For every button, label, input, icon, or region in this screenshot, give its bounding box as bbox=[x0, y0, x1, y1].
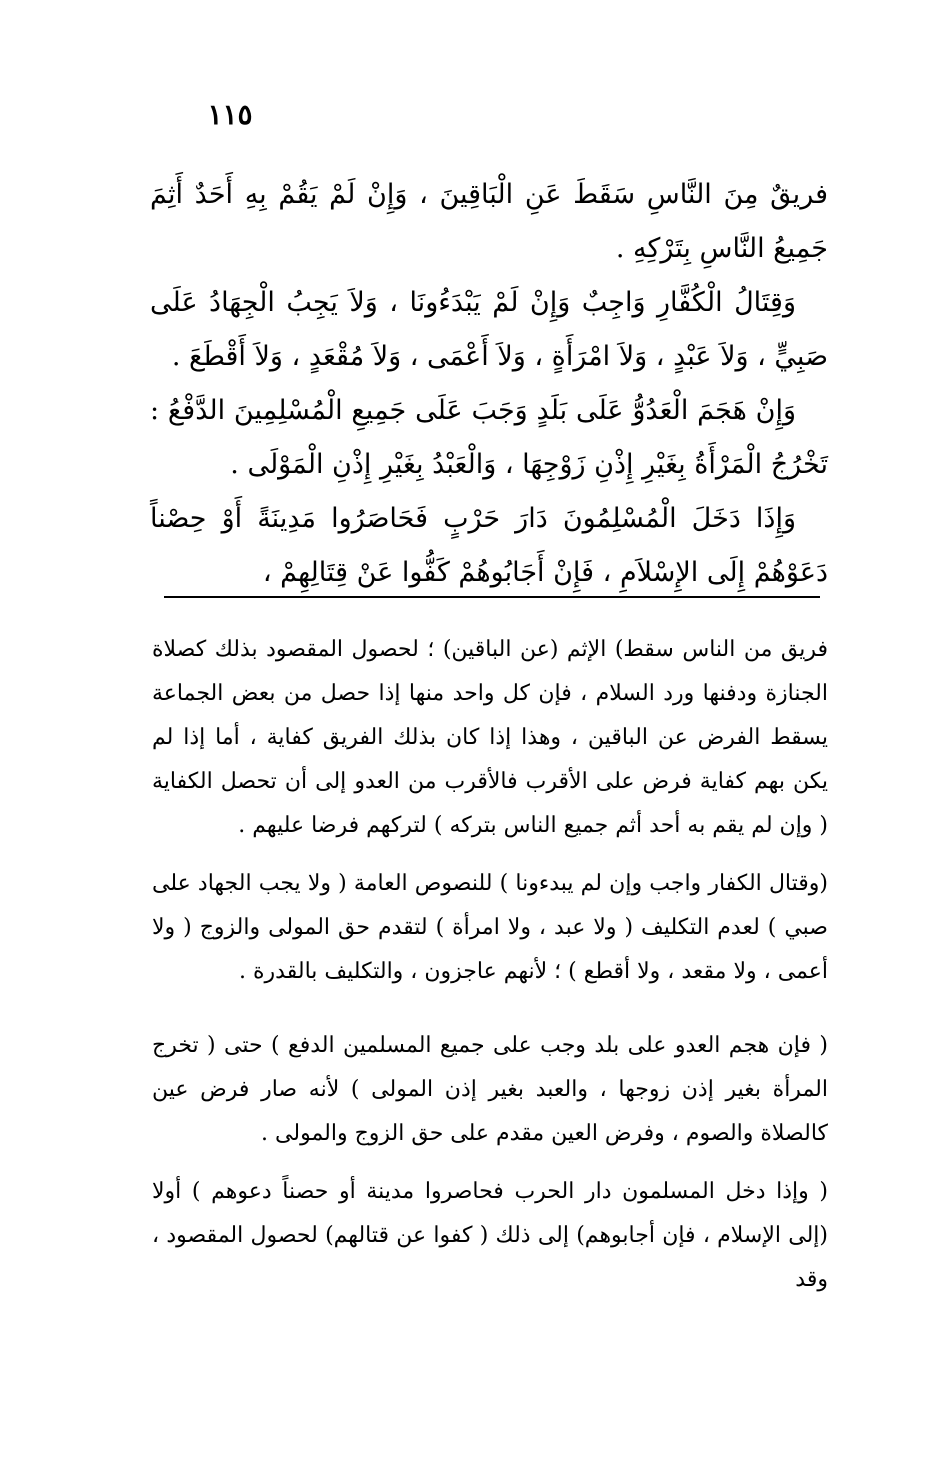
commentary-paragraph: فريق من الناس سقط) الإثم (عن الباقين) ؛ لحصول المقصود بذلك كصلاة الجنازة ودفنها ورد السلام ، فإن كل واحد منها إذا حصل من بعض الجماعة يسقط الفرض عن الباقين ، وهذا إذا كان بذلك الفريق كفاية ، أما إذا لم يكن بهم كفاية فرض على الأقرب فالأقرب من العدو إلى أن تحصل الكفاية ( وإن لم يقم به أحد أثم جميع الناس بتركه ) لتركهم فرضا عليهم . bbox=[152, 637, 828, 838]
main-paragraph: فريقٌ مِنَ النَّاسِ سَقَطَ عَنِ الْبَاقِينَ ، وَإِنْ لَمْ يَقُمْ بِهِ أَحَدٌ أَثِمَ جَمِيعُ النَّاسِ بِتَرْكِهِ . bbox=[150, 179, 828, 264]
main-paragraph: وَإِذَا دَخَلَ الْمُسْلِمُونَ دَارَ حَرْبٍ فَحَاصَرُوا مَدِينَةً أَوْ حِصْناً دَعَوْهُمْ إِلَى الإِسْلاَمِ ، فَإِنْ أَجَابُوهُمْ كَفُّوا عَنْ قِتَالِهِمْ ، bbox=[150, 503, 828, 588]
main-text bbox=[150, 168, 828, 600]
commentary-paragraph: ( وإذا دخل المسلمون دار الحرب فحاصروا مدينة أو حصناً دعوهم ) أولا (إلى الإسلام ، فإن أجابوهم) إلى ذلك ( كفوا عن قتالهم) لحصول المقصود ، وقد bbox=[152, 1179, 828, 1292]
main-paragraph: وَقِتَالُ الْكُفَّارِ وَاجِبٌ وَإِنْ لَمْ يَبْدَءُونَا ، وَلاَ يَجِبُ الْجِهَادُ عَلَى صَبِيٍّ ، وَلاَ عَبْدٍ ، وَلاَ امْرَأَةٍ ، وَلاَ أَعْمَى ، وَلاَ مُقْعَدٍ ، وَلاَ أَقْطَعَ . bbox=[150, 287, 828, 372]
section-divider bbox=[164, 596, 820, 598]
commentary-paragraph: (وقتال الكفار واجب وإن لم يبدءونا ) للنصوص العامة ( ولا يجب الجهاد على صبي ) لعدم التكليف ( ولا عبد ، ولا امرأة ) لتقدم حق المولى والزوج ( ولا أعمى ، ولا مقعد ، ولا أقطع ) ؛ لأنهم عاجزون ، والتكليف بالقدرة . bbox=[152, 871, 828, 984]
commentary-text bbox=[152, 628, 828, 1302]
commentary-paragraph: ( فإن هجم العدو على بلد وجب على جميع المسلمين الدفع ) حتى ( تخرج المرأة بغير إذن زوجها ، والعبد بغير إذن المولى ) لأنه صار فرض عين كالصلاة والصوم ، وفرض العين مقدم على حق الزوج والمولى . bbox=[152, 1033, 828, 1146]
main-paragraph: وَإِنْ هَجَمَ الْعَدُوُّ عَلَى بَلَدٍ وَجَبَ عَلَى جَمِيعِ الْمُسْلِمِينَ الدَّفْعُ : تَخْرُجُ الْمَرْأَةُ بِغَيْرِ إِذْنِ زَوْجِهَا ، وَالْعَبْدُ بِغَيْرِ إِذْنِ الْمَوْلَى . bbox=[150, 395, 828, 480]
page-number: ١١٥ bbox=[207, 98, 253, 131]
